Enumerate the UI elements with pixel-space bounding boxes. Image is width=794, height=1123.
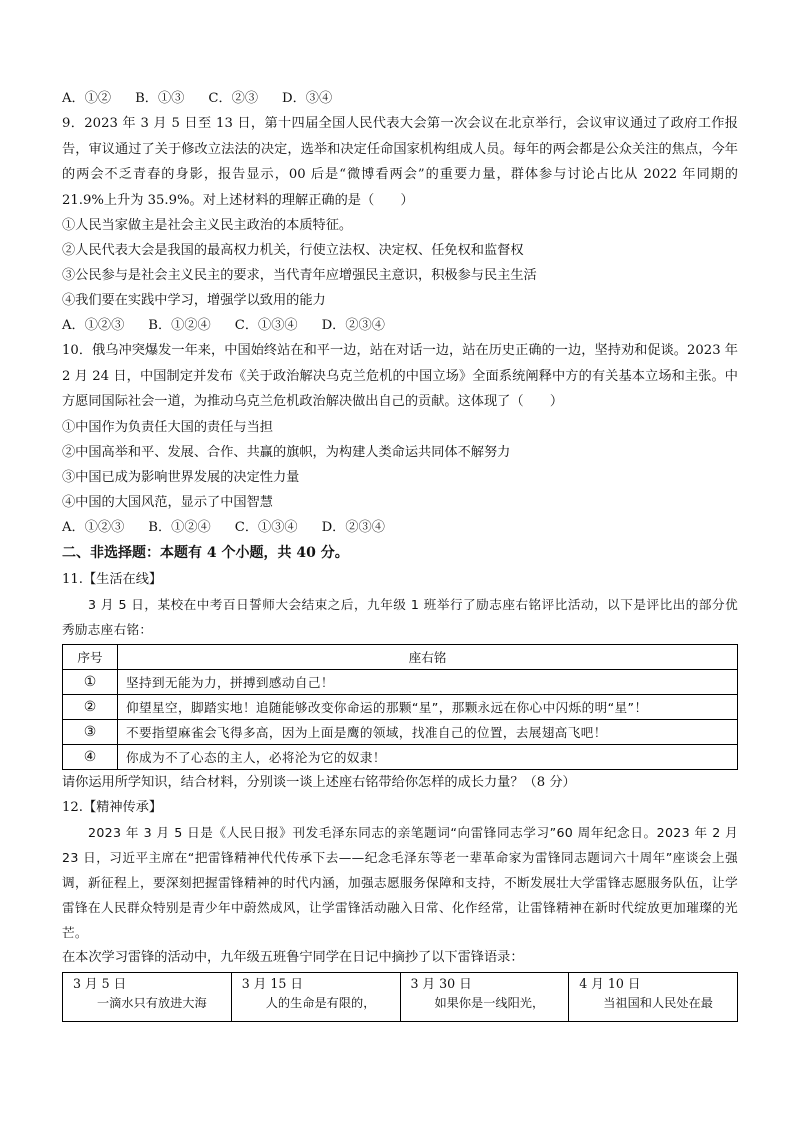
diary-quote: 一滴水只有放进大海: [97, 995, 207, 1010]
diary-row: [63, 972, 738, 1021]
diary-quote: 人的生命是有限的，: [265, 995, 376, 1010]
table-row: [63, 669, 738, 694]
row-motto: 仰望星空，脚踏实地！追随能够改变你命运的那颗“星”，那颗永远在你心中闪烁的明“星”！: [118, 694, 738, 719]
q8-options: [62, 86, 738, 111]
table-row: [63, 694, 738, 719]
q9-option-c: C．①③④: [234, 318, 298, 333]
header-motto: 座右铭: [118, 644, 738, 669]
q10-option-c: C．①③④: [234, 519, 298, 535]
diary-date: 3 月 15 日: [241, 975, 303, 991]
diary-table: [62, 972, 738, 1022]
row-motto: 不要指望麻雀会飞得多高，因为上面是鹰的领域，找准自己的位置，去展翅高飞吧！: [118, 719, 738, 744]
q8-option-d: D．③④: [282, 91, 333, 106]
diary-quote: 当祖国和人民处在最: [603, 995, 713, 1010]
q9-option-a: A．①②③: [62, 318, 125, 333]
q9-item: ④我们要在实践中学习，增强学以致用的能力: [62, 293, 326, 308]
q10-option-a: A．①②③: [62, 519, 125, 535]
q10-item: ②中国高举和平、发展、合作、共赢的旗帜，为构建人类命运共同体不解努力: [62, 444, 511, 460]
q12-heading: 12.【精神传承】: [62, 799, 163, 815]
table-row: [63, 744, 738, 769]
header-index: 序号: [63, 644, 118, 669]
q10-option-b: B．①②④: [148, 519, 211, 535]
q12-intro: 2023 年 3 月 5 日是《人民日报》刊发毛泽东同志的亲笔题词“向雷锋同志学习”60 周年纪念日。2023 年 2 月 23 日，习近平主席在“把雷锋精神代代传承下去——纪念毛泽东等老一辈革命家为雷锋同志题词六十周年”座谈会上强调，新征程上，要深刻把握雷锋精神的时代内涵，加强志愿服务保障和支持，不断发展壮大学雷锋志愿服务队伍，让学雷锋在人民群众特别是青少年中蔚然成风，让学雷锋活动融入日常、化作经常，让雷锋精神在新时代绽放更加璀璨的光芒。: [62, 824, 738, 940]
q9-option-b: B．①②④: [148, 318, 211, 333]
section-title: 二、非选择题：本题有 4 个小题，共 40 分。: [62, 544, 349, 561]
table-row: [63, 719, 738, 744]
motto-table-header: [63, 644, 738, 669]
diary-cell: [63, 972, 232, 1021]
diary-cell: [400, 972, 569, 1021]
diary-cell: [231, 972, 400, 1021]
q10-item: ①中国作为负责任大国的责任与当担: [62, 419, 273, 435]
row-motto: 坚持到无能为力，拼搏到感动自己！: [118, 669, 738, 694]
q8-option-a: A．①②: [62, 91, 112, 106]
q12-diary-intro: 在本次学习雷锋的活动中，九年级五班鲁宁同学在日记中摘抄了以下雷锋语录：: [62, 949, 524, 965]
q10-stem: 10．俄乌冲突爆发一年来，中国始终站在和平一边，站在对话一边，站在历史正确的一边，坚持劝和促谈。2023 年 2 月 24 日，中国制定并发布《关于政治解决乌克兰危机的中国立场》全面系统阐释中方的有关基本立场和主张。中方愿同国际社会一道，为推动乌克兰危机政治解决做出自己的贡献。这体现了（ ）: [62, 343, 738, 409]
q10-options: [62, 515, 738, 540]
row-motto: 你成为不了心态的主人，必将沦为它的奴隶！: [118, 744, 738, 769]
row-index: ①: [63, 669, 118, 694]
q9-item: ②人民代表大会是我国的最高权力机关，行使立法权、决定权、任免权和监督权: [62, 243, 524, 258]
q9-item: ①人民当家做主是社会主义民主政治的本质特征。: [62, 218, 353, 233]
q10-item: ③中国已成为影响世界发展的决定性力量: [62, 469, 300, 485]
motto-table: [62, 644, 738, 770]
q11-heading: 11.【生活在线】: [62, 571, 163, 587]
exam-page: [62, 86, 738, 1022]
diary-date: 3 月 30 日: [410, 975, 472, 991]
diary-quote: 如果你是一线阳光，: [434, 995, 545, 1010]
q11-intro: 3 月 5 日，某校在中考百日誓师大会结束之后，九年级 1 班举行了励志座右铭评比活动，以下是评比出的部分优秀励志座右铭：: [62, 596, 738, 637]
row-index: ④: [63, 744, 118, 769]
q10-option-d: D．②③④: [321, 519, 385, 535]
q9-option-d: D．②③④: [321, 318, 385, 333]
q10-item: ④中国的大国风范，显示了中国智慧: [62, 494, 273, 510]
q9-item: ③公民参与是社会主义民主的要求，当代青年应增强民主意识，积极参与民主生活: [62, 268, 537, 283]
q8-option-b: B．①③: [135, 91, 185, 106]
q11-question: 请你运用所学知识，结合材料，分别谈一谈上述座右铭带给你怎样的成长力量？（8 分）: [62, 774, 576, 790]
diary-date: 4 月 10 日: [579, 975, 641, 991]
q9-options: [62, 313, 738, 338]
q9-stem: 9．2023 年 3 月 5 日至 13 日，第十四届全国人民代表大会第一次会议在北京举行，会议审议通过了政府工作报告，审议通过了关于修改立法法的决定，选举和决定任命国家机构组成人员。每年的两会都是公众关注的焦点，今年的两会不乏青春的身影，报告显示，00 后是“微博看两会”的重要力量，群体参与讨论占比从 2022 年同期的 21.9%上升为 35.9%。对上述材料的理解正确的是（ ）: [62, 116, 738, 208]
diary-cell: [569, 972, 738, 1021]
row-index: ③: [63, 719, 118, 744]
row-index: ②: [63, 694, 118, 719]
q8-option-c: C．②③: [208, 91, 259, 106]
diary-date: 3 月 5 日: [73, 975, 127, 991]
